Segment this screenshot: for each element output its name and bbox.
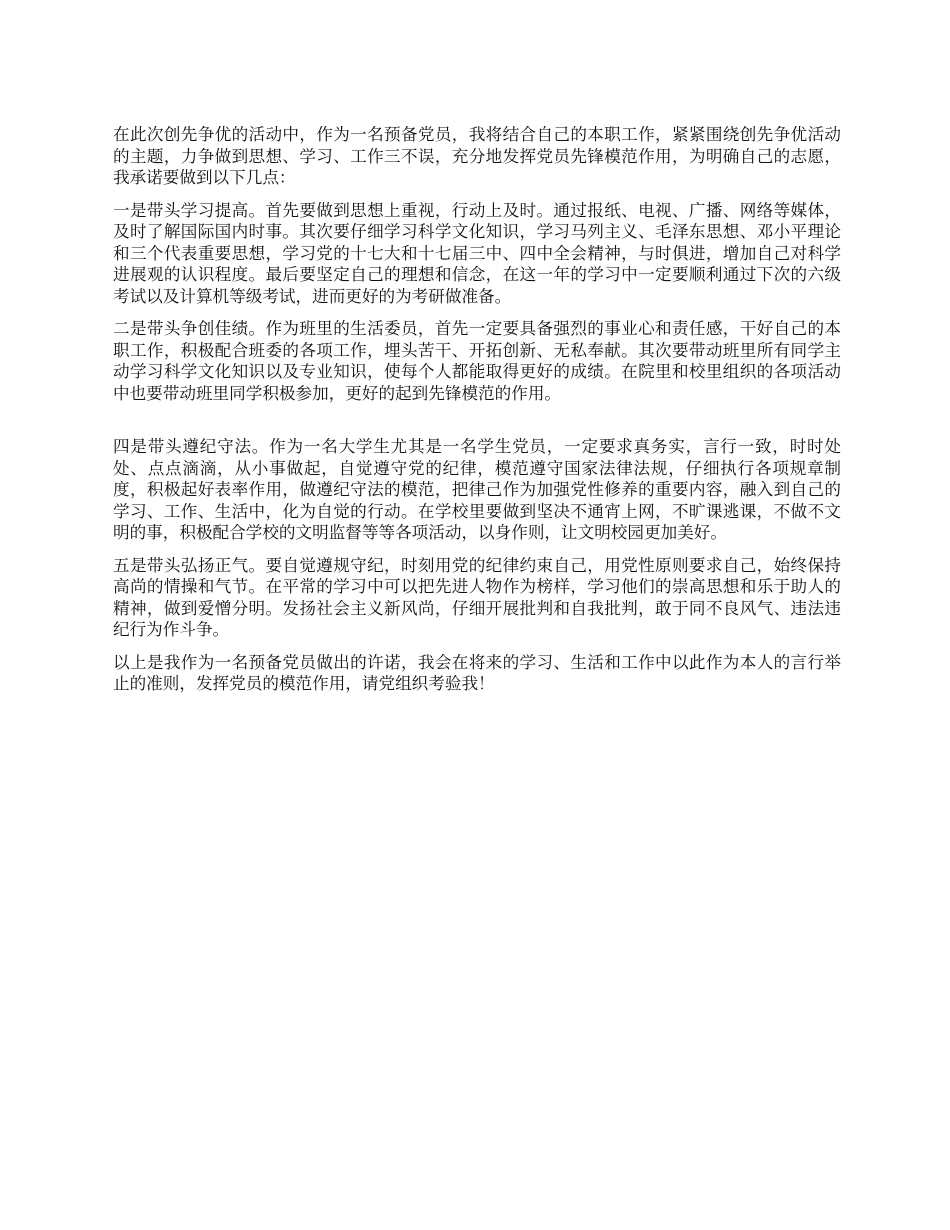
paragraph-discipline: 四是带头遵纪守法。作为一名大学生尤其是一名学生党员，一定要求真务实，言行一致，时时处处、点点滴滴，从小事做起，自觉遵守党的纪律，模范遵守国家法律法规，仔细执行各项规章制度，积极起好表率作用，做遵纪守法的模范，把律己作为加强党性修养的重要内容，融入到自己的学习、工作、生活中，化为自觉的行动。在学校里要做到坚决不通宵上网，不旷课逃课，不做不文明的事，积极配合学校的文明监督等等各项活动，以身作则，让文明校园更加美好。 [113, 437, 841, 542]
paragraph-achievement: 二是带头争创佳绩。作为班里的生活委员，首先一定要具备强烈的事业心和责任感，干好自己的本职工作，积极配合班委的各项工作，埋头苦干、开拓创新、无私奉献。其次要带动班里所有同学主动学习科学文化知识以及专业知识，使每个人都能取得更好的成绩。在院里和校里组织的各项活动中也要带动班里同学积极参加，更好的起到先锋模范的作用。 [113, 319, 841, 403]
paragraph-conclusion: 以上是我作为一名预备党员做出的许诺，我会在将来的学习、生活和工作中以此作为本人的言行举止的准则，发挥党员的模范作用，请党组织考验我！ [113, 652, 841, 693]
document-body [113, 124, 841, 706]
paragraph-intro: 在此次创先争优的活动中，作为一名预备党员，我将结合自己的本职工作，紧紧围绕创先争优活动的主题，力争做到思想、学习、工作三不误，充分地发挥党员先锋模范作用，为明确自己的志愿，我承诺要做到以下几点： [113, 125, 841, 187]
paragraph-integrity: 五是带头弘扬正气。要自觉遵规守纪，时刻用党的纪律约束自己，用党性原则要求自己，始终保持高尚的情操和气节。在平常的学习中可以把先进人物作为榜样，学习他们的崇高思想和乐于助人的精神，做到爱憎分明。发扬社会主义新风尚，仔细开展批判和自我批判，敢于同不良风气、违法违纪行为作斗争。 [113, 555, 841, 639]
paragraph-study: 一是带头学习提高。首先要做到思想上重视，行动上及时。通过报纸、电视、广播、网络等媒体，及时了解国际国内时事。其次要仔细学习科学文化知识，学习马列主义、毛泽东思想、邓小平理论和三个代表重要思想，学习党的十七大和十七届三中、四中全会精神，与时俱进，增加自己对科学进展观的认识程度。最后要坚定自己的理想和信念，在这一年的学习中一定要顺利通过下次的六级考试以及计算机等级考试，进而更好的为考研做准备。 [113, 200, 841, 306]
